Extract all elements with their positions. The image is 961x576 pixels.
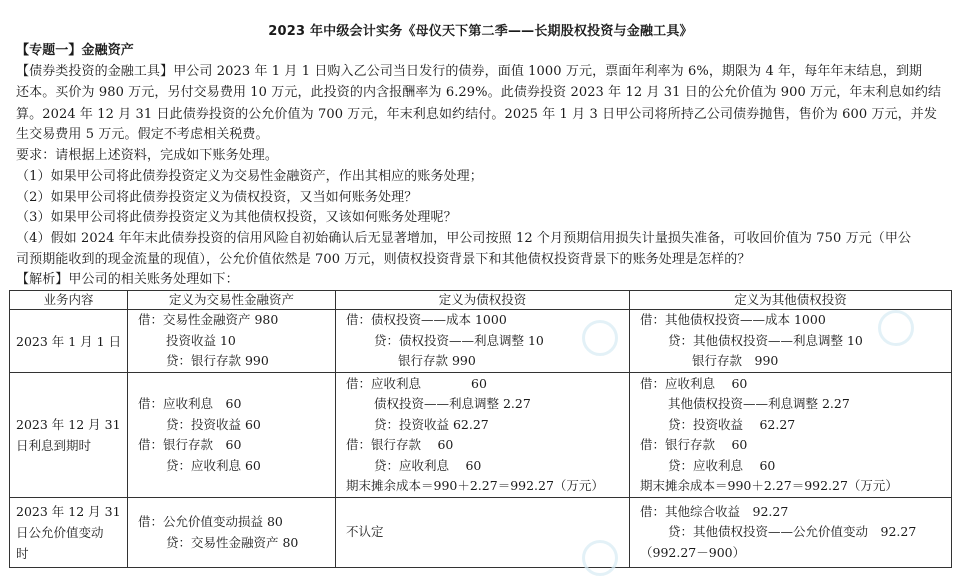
row-label-line: 2023 年 12 月 31: [16, 504, 121, 519]
problem-line: 生交易费用 5 万元。假定不考虑相关税费。: [16, 127, 269, 142]
question-3: （3）如果甲公司将此债券投资定义为其他债权投资，又该如何账务处理呢？: [16, 210, 457, 225]
trading-cell: [128, 373, 336, 498]
entry-line: 期末摊余成本＝990＋2.27＝992.27（万元）: [346, 478, 604, 493]
entry-line: 贷：其他债权投资——公允价值变动 92.27: [668, 524, 917, 540]
entry-line: 贷：投资收益 60: [166, 416, 261, 432]
trading-cell: [128, 310, 336, 373]
table-row: [10, 310, 952, 373]
journal-entry-table: [9, 290, 952, 568]
entry-line: 贷：银行存款 990: [166, 353, 269, 369]
header-business: 业务内容: [10, 291, 128, 310]
problem-line: 【债券类投资的金融工具】甲公司 2023 年 1 月 1 日购入乙公司当日发行的债券，面值 1000 万元，票面年利率为 6%，期限为 4 年，每年年末结息，到期: [16, 64, 923, 79]
row-label: [10, 498, 128, 568]
header-other-debt: 定义为其他债权投资: [630, 291, 952, 310]
entry-line: 投资收益 10: [166, 332, 236, 348]
header-debt: 定义为债权投资: [336, 291, 630, 310]
other-debt-cell: [630, 498, 952, 568]
entry-line: 贷：其他债权投资——利息调整 10: [668, 332, 863, 348]
entry-line: 贷：交易性金融资产 80: [166, 534, 299, 550]
answer-intro: 【解析】甲公司的相关账务处理如下：: [16, 272, 239, 287]
entry-line: 借：银行存款 60: [138, 437, 242, 452]
table-row: [10, 373, 952, 498]
entry-line: 借：其他债权投资——成本 1000: [640, 312, 826, 328]
problem-line: 算。2024 年 12 月 31 日此债券投资的公允价值为 700 万元，年末利息如约结付。2025 年 1 月 3 日甲公司将所持乙公司债券抛售，售价为 600 万元，并发: [16, 107, 937, 122]
question-2: （2）如果甲公司将此债券投资定义为债权投资，又当如何账务处理？: [16, 190, 418, 205]
entry-line: 借：公允价值变动损益 80: [138, 514, 283, 529]
problem-line: 还本。买价为 980 万元，另付交易费用 10 万元，此投资的内含报酬率为 6.29%。此债券投资 2023 年 12 月 31 日的公允价值为 900 万元，年末利息如约结: [16, 85, 942, 100]
entry-line: 其他债权投资——利息调整 2.27: [668, 396, 850, 411]
entry-line: 借：银行存款 60: [640, 437, 748, 452]
entry-line: 借：其他综合收益 92.27: [640, 503, 789, 519]
entry-line: 债权投资——利息调整 2.27: [374, 396, 531, 411]
watermark-stamp: [582, 320, 618, 356]
entry-line: 贷：债权投资——利息调整 10: [374, 332, 544, 348]
entry-line: 不认定: [346, 524, 384, 540]
entry-line: 贷：应收利息 60: [668, 457, 776, 473]
entry-line: 借：应收利息 60: [138, 396, 242, 411]
document-title: 2023 年中级会计实务《母仪天下第二季——长期股权投资与金融工具》: [268, 24, 693, 39]
debt-cell: [336, 373, 630, 498]
row-label-line: 日公允价值变动: [16, 525, 104, 540]
row-label-line: 2023 年 1 月 1 日: [16, 333, 122, 349]
watermark-stamp: [878, 310, 914, 346]
section-heading: 【专题一】金融资产: [16, 43, 134, 58]
row-label-line: 时: [16, 546, 29, 561]
row-label: [10, 310, 128, 373]
header-trading: 定义为交易性金融资产: [128, 291, 336, 310]
question-4: （4）假如 2024 年年末此债券投资的信用风险自初始确认后无显著增加，甲公司按照 12 个月预期信用损失计量损失准备，可收回价值为 750 万元（甲公: [16, 231, 912, 246]
entry-line: 贷：应收利息 60: [374, 457, 482, 473]
entry-line: （992.27－900）: [640, 544, 746, 560]
question-1: （1）如果甲公司将此债券投资定义为交易性金融资产，作出其相应的账务处理；: [16, 169, 483, 184]
entry-line: 借：银行存款 60: [346, 437, 454, 452]
question-4-cont: 司预期能收到的现金流量的现值），公允价值依然是 700 万元，则债权投资背景下和其他债权投资背景下的账务处理是怎样的？: [16, 252, 751, 267]
entry-line: 期末摊余成本＝990＋2.27＝992.27（万元）: [640, 478, 898, 493]
entry-line: 贷：应收利息 60: [166, 457, 261, 473]
entry-line: 借：应收利息 60: [640, 375, 748, 391]
requirement-line: 要求：请根据上述资料，完成如下账务处理。: [16, 148, 279, 163]
entry-line: 贷：投资收益 62.27: [668, 416, 796, 432]
entry-line: 借：交易性金融资产 980: [138, 312, 279, 328]
other-debt-cell: [630, 373, 952, 498]
row-label: [10, 373, 128, 498]
row-label-line: 日利息到期时: [16, 438, 92, 453]
entry-line: 借：应收利息 60: [346, 375, 487, 391]
entry-line: 贷：投资收益 62.27: [374, 416, 489, 432]
table-header-row: [10, 291, 952, 310]
entry-line: 银行存款 990: [398, 353, 476, 369]
entry-line: 借：债权投资——成本 1000: [346, 312, 507, 328]
table-row: [10, 498, 952, 568]
watermark-stamp: [582, 540, 618, 576]
row-label-line: 2023 年 12 月 31: [16, 417, 121, 432]
entry-line: 银行存款 990: [692, 353, 779, 369]
trading-cell: [128, 498, 336, 568]
